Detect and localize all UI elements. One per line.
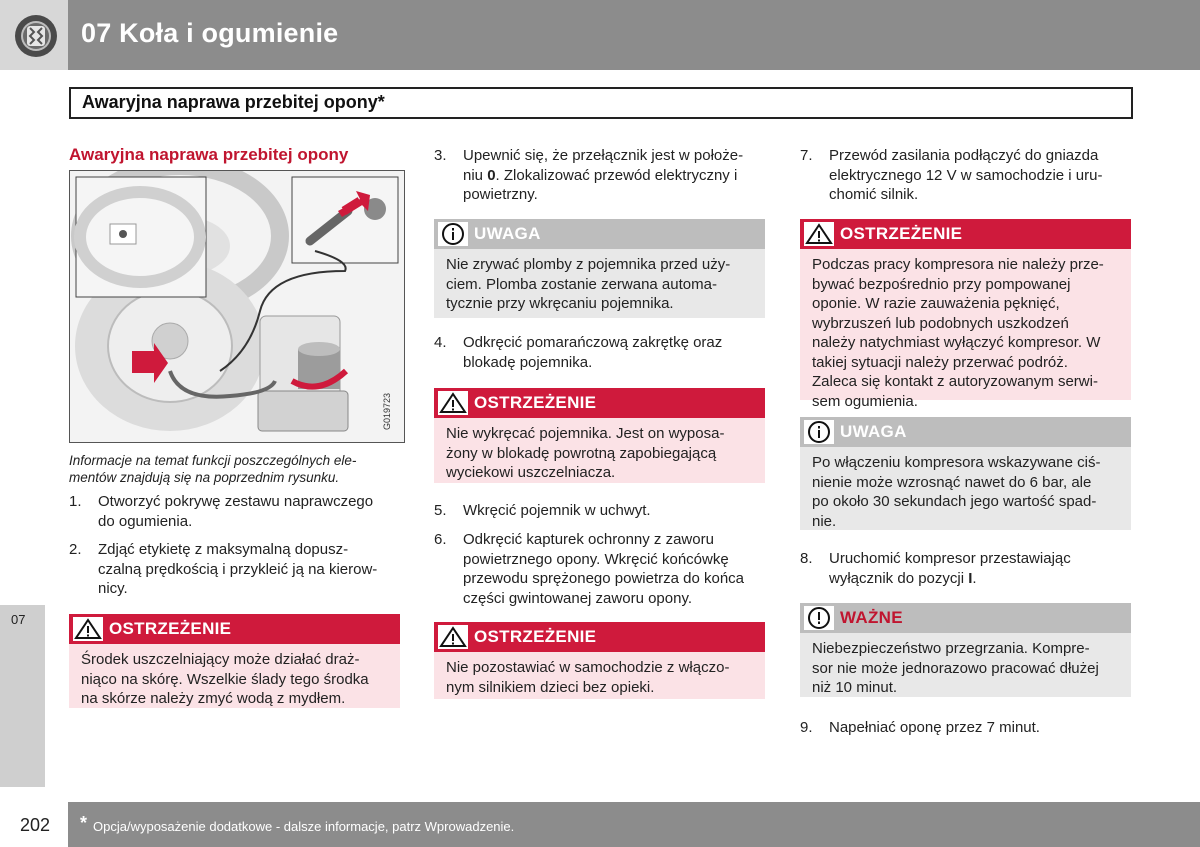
important-title: WAŻNE bbox=[840, 608, 903, 627]
step-text-line: Upewnić się, że przełącznik jest w położe- bbox=[463, 147, 744, 164]
warning-box bbox=[800, 219, 1131, 410]
note-text-line: Po włączeniu kompresora wskazywane ciś- bbox=[812, 454, 1101, 471]
step-text-line bbox=[829, 569, 1140, 589]
step-number: 1. bbox=[69, 493, 82, 510]
step-text-line: Wkręcić pojemnik w uchwyt. bbox=[463, 502, 651, 519]
chapter-side-tab bbox=[0, 605, 45, 787]
step-2 bbox=[69, 540, 409, 600]
step-4 bbox=[434, 333, 774, 373]
warning-body bbox=[434, 418, 765, 483]
step-1 bbox=[69, 492, 409, 532]
warning-text-line: na skórze należy zmyć wodą z mydłem. bbox=[81, 690, 346, 707]
warning-box bbox=[434, 388, 765, 483]
step-text-line: części gwintowanej zaworu opony. bbox=[463, 589, 693, 607]
warning-text-line: Podczas pracy kompresora nie należy prze- bbox=[812, 256, 1104, 273]
figure-caption-line: mentów znajdują się na poprzednim rysunku. bbox=[69, 470, 340, 485]
note-title: UWAGA bbox=[474, 224, 541, 243]
important-text-line: Niebezpieczeństwo przegrzania. Kompre- bbox=[812, 640, 1090, 657]
warning-text-line: wyciekowi uszczelniacza. bbox=[446, 464, 616, 481]
section-title: Awaryjna naprawa przebitej opony* bbox=[82, 92, 385, 112]
chapter-title: 07 Koła i ogumienie bbox=[81, 18, 339, 48]
note-text-line: nienie może wzrosnąć nawet do 6 bar, ale bbox=[812, 473, 1092, 491]
step-text-line: Uruchomić kompresor przestawiając bbox=[829, 550, 1071, 567]
step-text-line: przewodu sprężonego powietrza do końca bbox=[463, 570, 745, 587]
warning-text-line: Środek uszczelniający może działać draż- bbox=[81, 651, 360, 668]
step-text-line: chomić silnik. bbox=[829, 186, 919, 203]
important-box bbox=[800, 603, 1131, 697]
warning-title: OSTRZEŻENIE bbox=[840, 224, 963, 243]
tire-icon bbox=[14, 14, 58, 58]
warning-body bbox=[800, 249, 1131, 410]
step-8 bbox=[800, 549, 1140, 589]
figure-caption-line: Informacje na temat funkcji poszczególnych ele- bbox=[69, 453, 357, 468]
warning-text-line: oponie. W razie zauważenia pęknięć, bbox=[812, 295, 1060, 312]
warning-title: OSTRZEŻENIE bbox=[474, 393, 597, 412]
footnote-text: Opcja/wyposażenie dodatkowe - dalsze informacje, patrz Wprowadzenie. bbox=[93, 819, 515, 834]
exclamation-icon bbox=[804, 606, 834, 630]
step-7 bbox=[800, 146, 1140, 206]
switch-position-value: 0 bbox=[487, 166, 496, 184]
note-text-line: po około 30 sekundach jego wartość spad- bbox=[812, 493, 1097, 510]
warning-triangle-icon bbox=[438, 625, 468, 649]
step-text-line: Otworzyć pokrywę zestawu naprawczego bbox=[98, 493, 374, 510]
warning-body bbox=[69, 644, 400, 708]
warning-triangle-icon bbox=[73, 617, 103, 641]
step-text-line: elektrycznego 12 V w samochodzie i uru- bbox=[829, 166, 1103, 184]
info-icon bbox=[804, 420, 834, 444]
step-number: 5. bbox=[434, 502, 447, 519]
step-6 bbox=[434, 530, 774, 610]
important-text-line: niż 10 minut. bbox=[812, 679, 898, 696]
step-text-line: Zdjąć etykietę z maksymalną dopusz- bbox=[98, 541, 349, 558]
step-number: 4. bbox=[434, 334, 447, 351]
warning-text-line: niąco na skórę. Wszelkie ślady tego środka bbox=[81, 670, 369, 688]
step-number: 8. bbox=[800, 550, 813, 567]
note-body bbox=[434, 249, 765, 318]
step-number: 7. bbox=[800, 147, 813, 164]
step-3 bbox=[434, 146, 774, 206]
warning-title: OSTRZEŻENIE bbox=[109, 619, 232, 638]
step-text-line: Przewód zasilania podłączyć do gniazda bbox=[829, 147, 1099, 164]
warning-text-line: wybrzuszeń lub podobnych uszkodzeń bbox=[812, 314, 1069, 332]
repair-kit-drawing bbox=[70, 171, 404, 442]
step-text-line: Odkręcić pomarańczową zakrętkę oraz bbox=[463, 334, 723, 351]
step-number: 3. bbox=[434, 147, 447, 164]
step-text-fragment: . bbox=[972, 569, 977, 587]
step-text-line: Napełniać oponę przez 7 minut. bbox=[829, 719, 1040, 736]
warning-text-line: Nie wykręcać pojemnika. Jest on wyposa- bbox=[446, 425, 725, 442]
note-text-line: ciem. Plomba zostanie zerwana automa- bbox=[446, 275, 717, 293]
note-title: UWAGA bbox=[840, 422, 907, 441]
warning-text-line: sem ogumienia. bbox=[812, 392, 918, 410]
warning-box bbox=[434, 622, 765, 699]
footnote-marker: * bbox=[80, 813, 88, 833]
warning-text-line: nym silnikiem dzieci bez opieki. bbox=[446, 678, 655, 696]
info-icon bbox=[438, 222, 468, 246]
step-text-line: czalną prędkością i przykleić ją na kierow- bbox=[98, 560, 378, 578]
note-text-line: Nie zrywać plomby z pojemnika przed uży- bbox=[446, 256, 731, 273]
note-box bbox=[800, 417, 1131, 530]
warning-text-line: Nie pozostawiać w samochodzie z włączo- bbox=[446, 659, 730, 676]
warning-text-line: żony w blokadę powrotną zapobiegającą bbox=[446, 444, 717, 462]
warning-text-line: bywać bezpośrednio przy pompowanej bbox=[812, 275, 1071, 293]
warning-text-line: Zaleca się kontakt z autoryzowanym serwi- bbox=[812, 373, 1098, 390]
note-body bbox=[800, 447, 1131, 530]
column-heading: Awaryjna naprawa przebitej opony bbox=[69, 145, 349, 164]
step-text-line: blokadę pojemnika. bbox=[463, 353, 593, 371]
warning-triangle-icon bbox=[438, 391, 468, 415]
step-text-line bbox=[463, 166, 774, 186]
warning-title: OSTRZEŻENIE bbox=[474, 627, 597, 646]
step-text-fragment: . Zlokalizować przewód elektryczny i bbox=[495, 166, 738, 184]
note-box bbox=[434, 219, 765, 318]
step-number: 6. bbox=[434, 531, 447, 548]
step-5 bbox=[434, 501, 774, 523]
step-text-line: nicy. bbox=[98, 580, 128, 597]
step-text-line: Odkręcić kapturek ochronny z zaworu bbox=[463, 531, 714, 548]
repair-kit-illustration bbox=[69, 170, 405, 443]
step-text-fragment: wyłącznik do pozycji bbox=[829, 569, 969, 587]
figure-code: G019723 bbox=[382, 392, 392, 430]
step-number: 9. bbox=[800, 719, 813, 736]
switch-position-value: I bbox=[968, 569, 973, 587]
note-text-line: tycznie przy wkręcaniu pojemnika. bbox=[446, 295, 674, 312]
note-text-line: nie. bbox=[812, 512, 837, 530]
step-text-line: powietrzny. bbox=[463, 186, 538, 203]
warning-text-line: takiej sytuacji należy przerwać podróż. bbox=[812, 353, 1068, 371]
warning-body bbox=[434, 652, 765, 699]
page-number: 202 bbox=[20, 815, 51, 835]
important-text-line: sor nie może jednorazowo pracować dłużej bbox=[812, 659, 1099, 677]
side-tab-label: 07 bbox=[11, 612, 26, 627]
step-9 bbox=[800, 718, 1140, 740]
step-text-fragment: niu bbox=[463, 166, 488, 184]
warning-triangle-icon bbox=[804, 222, 834, 246]
important-body bbox=[800, 633, 1131, 697]
step-number: 2. bbox=[69, 541, 82, 558]
warning-text-line: należy natychmiast wyłączyć kompresor. W bbox=[812, 334, 1101, 351]
step-text-line: do ogumienia. bbox=[98, 512, 193, 530]
warning-box bbox=[69, 614, 400, 708]
step-text-line: powietrznego opony. Wkręcić końcówkę bbox=[463, 550, 729, 568]
